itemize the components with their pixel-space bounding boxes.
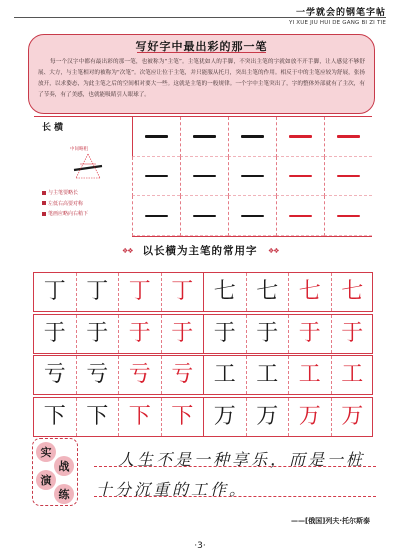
trace-cell[interactable] [276,196,324,236]
character-cell[interactable]: 工 [331,356,374,394]
character-row [33,355,373,395]
tip-item [42,188,88,199]
row-edge [372,273,373,311]
intro-title: 写好字中最出彩的那一笔 [135,40,268,53]
horizontal-stroke [241,175,265,177]
quote-practice-lines [94,446,376,498]
title-deco-left-icon: ❖❖ [122,247,133,255]
tip-item [42,209,88,220]
character-cell[interactable]: 亏 [33,356,76,394]
character-row [33,314,373,354]
trace-cell[interactable] [228,196,276,236]
row-edge [372,398,373,436]
trace-cell[interactable] [324,196,372,236]
trace-cell[interactable] [132,117,180,157]
intro-panel [28,34,375,114]
horizontal-stroke [337,135,361,137]
stroke-trace-grid [132,116,372,237]
practice-badge [30,436,80,508]
character-practice-area [33,272,373,432]
horizontal-stroke [337,215,361,217]
character-cell[interactable]: 万 [203,398,246,436]
horizontal-stroke [289,215,313,217]
book-title: 一学就会的钢笔字帖 [295,8,386,18]
horizontal-stroke [241,215,265,217]
stroke-label-column [34,116,132,235]
trace-cell[interactable] [324,117,372,157]
horizontal-stroke [145,215,169,217]
character-cell[interactable]: 于 [246,315,289,353]
character-cell[interactable]: 七 [203,273,246,311]
character-row [33,397,373,437]
intro-body: 每一个汉字中都有最出彩的那一笔，也被称为“主笔”。主笔犹如人的手脚，不突出主笔的字就如放不开手脚，让人感觉不够舒展、大方，与主笔相对的被称为“次笔”。次笔应让位于主笔，并只能服从托月，突出主笔的作用。相反于中的主笔应较为舒展，张扬放开，以求姿态，为此主笔之后的空间相对要大一些。这就是主笔的一般规律。一个字中主笔突出了，字的整体外部就有了主次，有了节奏，有了美感，也就能吸睛引人眼球了。 [38,59,365,98]
tip-text: 笔画应略向右稍下 [48,211,89,217]
character-cell[interactable]: 丁 [33,273,76,311]
tip-text: 与主笔要略长 [48,190,79,196]
character-cell[interactable]: 亏 [161,356,204,394]
characters-section-title: 以长横为主笔的常用字 [142,245,258,257]
stroke-tips [42,188,88,220]
tip-text: 左低右高要对称 [48,200,84,207]
trace-cell[interactable] [276,157,324,197]
bullet-icon [42,191,46,195]
stroke-name: 长横 [42,123,67,133]
bullet-icon [42,201,46,205]
character-cell[interactable]: 亏 [76,356,119,394]
row-edge [372,315,373,353]
horizontal-stroke [193,215,217,217]
character-cell[interactable]: 下 [161,398,204,436]
header-rule [14,17,386,18]
character-cell[interactable]: 亏 [118,356,161,394]
character-cell[interactable]: 于 [33,315,76,353]
book-title-pinyin: YI XUE JIU HUI DE GANG BI ZI TIE [288,20,386,26]
character-cell[interactable]: 七 [246,273,289,311]
character-cell[interactable]: 下 [118,398,161,436]
character-cell[interactable]: 丁 [76,273,119,311]
character-cell[interactable]: 下 [76,398,119,436]
stroke-practice-area [34,116,372,235]
badge-char: 战 [54,456,74,476]
character-cell[interactable]: 下 [33,398,76,436]
row-edge [372,356,373,394]
trace-cell[interactable] [180,157,228,197]
quote-line-1: 人生不是一种享乐，而是一桩 [118,450,366,469]
stroke-note: 中间略粗 [70,147,88,152]
character-cell[interactable]: 于 [76,315,119,353]
horizontal-stroke [145,175,169,177]
horizontal-stroke [193,175,217,177]
character-cell[interactable]: 丁 [118,273,161,311]
intro-title-underline [137,52,266,53]
horizontal-stroke [337,175,361,177]
character-row-grid [33,273,373,311]
badge-char: 实 [36,442,56,462]
tip-item [42,199,88,210]
trace-cell[interactable] [228,117,276,157]
title-deco-right-icon: ❖❖ [268,247,279,255]
character-row [33,272,373,312]
character-cell[interactable]: 万 [331,398,374,436]
character-row-grid [33,356,373,394]
quote-line-2: 十分沉重的工作。 [96,480,249,499]
character-cell[interactable]: 于 [118,315,161,353]
trace-cell[interactable] [180,196,228,236]
character-cell[interactable]: 万 [246,398,289,436]
badge-char: 练 [54,484,74,504]
trace-cell[interactable] [228,157,276,197]
character-cell[interactable]: 万 [288,398,331,436]
horizontal-stroke [289,175,313,177]
quote-attribution: ——[俄国]列夫·托尔斯泰 [290,517,370,525]
horizontal-stroke [241,135,265,137]
character-cell[interactable]: 于 [161,315,204,353]
horizontal-stroke [193,135,217,137]
character-cell[interactable]: 工 [288,356,331,394]
trace-cell[interactable] [324,157,372,197]
trace-cell[interactable] [132,196,180,236]
character-cell[interactable]: 七 [331,273,374,311]
character-cell[interactable]: 工 [246,356,289,394]
trace-cell[interactable] [132,157,180,197]
horizontal-stroke [145,135,169,137]
page-number: ·3· [194,541,206,551]
character-cell[interactable]: 于 [331,315,374,353]
trace-cell[interactable] [180,117,228,157]
horizontal-stroke [289,135,313,137]
character-cell[interactable]: 七 [288,273,331,311]
character-cell[interactable]: 于 [203,315,246,353]
character-row-grid [33,398,373,436]
character-cell[interactable]: 于 [288,315,331,353]
trace-cell[interactable] [276,117,324,157]
stroke-diagram-icon [70,152,106,182]
character-row-grid [33,315,373,353]
character-cell[interactable]: 工 [203,356,246,394]
badge-char: 演 [36,470,56,490]
bullet-icon [42,212,46,216]
character-cell[interactable]: 丁 [161,273,204,311]
